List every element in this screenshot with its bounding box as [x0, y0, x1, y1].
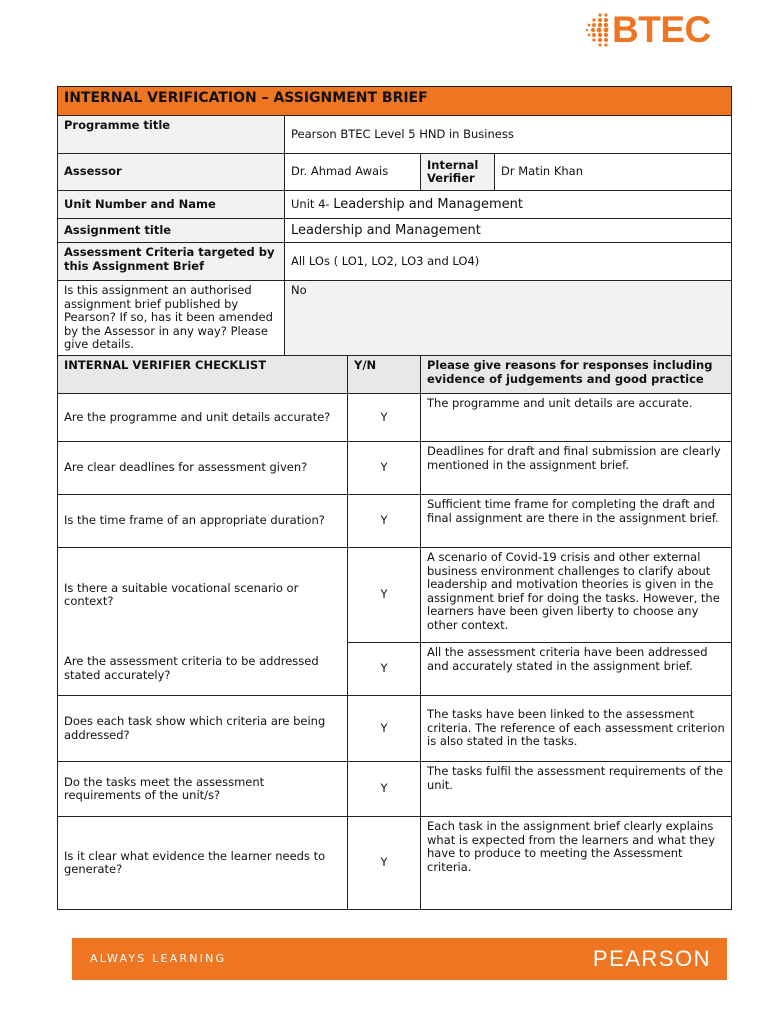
checklist-heading: INTERNAL VERIFIER CHECKLIST — [58, 356, 285, 394]
checklist-reason: The tasks fulfil the assessment requirements of the unit. — [421, 762, 732, 817]
unit-name: Leadership and Management — [333, 196, 523, 212]
table-row — [58, 817, 732, 910]
authorised-brief-question: Is this assignment an authorised assignment brief published by Pearson? If so, has it been amended by the Assessor in any way? Please give details. — [58, 281, 285, 356]
checklist-reason: Each task in the assignment brief clearly explains what is expected from the learners and what they have to produce to meeting the Assessment criteria. — [421, 817, 732, 910]
assessor-label: Assessor — [58, 154, 285, 191]
checklist-answer: Y — [348, 442, 421, 495]
internal-verifier-label: Internal Verifier — [421, 154, 495, 191]
checklist-answer: Y — [348, 817, 421, 910]
table-row — [58, 394, 732, 442]
checklist-answer: Y — [348, 548, 421, 643]
checklist-reason: A scenario of Covid-19 crisis and other external business environment challenges to clarify about leadership and motivation theories is given in the assignment brief for doing the tasks. However, the learners have been given liberty to choose any other context. — [421, 548, 732, 643]
assessment-criteria-label: Assessment Criteria targeted by this Assignment Brief — [58, 243, 285, 281]
table-row — [58, 495, 732, 548]
programme-title-label: Programme title — [58, 116, 285, 154]
checklist-question: Is it clear what evidence the learner needs to generate? — [58, 817, 348, 910]
assignment-title-label: Assignment title — [58, 219, 285, 243]
yn-heading: Y/N — [348, 356, 421, 394]
reasons-heading: Please give reasons for responses including evidence of judgements and good practice — [421, 356, 732, 394]
pearson-logo: PEARSON — [592, 946, 711, 971]
assessor-value: Dr. Ahmad Awais — [285, 154, 421, 191]
assignment-title-value: Leadership and Management — [285, 219, 732, 243]
table-row — [58, 643, 732, 696]
unit-prefix: Unit 4- — [291, 196, 334, 211]
checklist-answer: Y — [348, 696, 421, 762]
always-learning-tagline: ALWAYS LEARNING — [90, 952, 227, 965]
assessment-criteria-value: All LOs ( LO1, LO2, LO3 and LO4) — [285, 243, 732, 281]
checklist-reason: Deadlines for draft and final submission are clearly mentioned in the assignment brief. — [421, 442, 732, 495]
table-row — [58, 548, 732, 643]
checklist-answer: Y — [348, 394, 421, 442]
checklist-reason: Sufficient time frame for completing the draft and final assignment are there in the assignment brief. — [421, 495, 732, 548]
table-row — [58, 762, 732, 817]
checklist-question: Are the assessment criteria to be addressed stated accurately? — [58, 643, 348, 696]
checklist-question: Are the programme and unit details accurate? — [58, 394, 348, 442]
checklist-question: Does each task show which criteria are being addressed? — [58, 696, 348, 762]
assignment-brief-table — [57, 86, 732, 910]
checklist-answer: Y — [348, 643, 421, 696]
checklist-question: Are clear deadlines for assessment given? — [58, 442, 348, 495]
checklist-question: Is the time frame of an appropriate duration? — [58, 495, 348, 548]
table-row — [58, 442, 732, 495]
unit-label: Unit Number and Name — [58, 191, 285, 219]
checklist-reason: The tasks have been linked to the assessment criteria. The reference of each assessment criterion is also stated in the tasks. — [421, 696, 732, 762]
pearson-footer-banner — [72, 938, 727, 980]
table-row — [58, 696, 732, 762]
brief-title: INTERNAL VERIFICATION – ASSIGNMENT BRIEF — [58, 87, 732, 116]
checklist-answer: Y — [348, 495, 421, 548]
checklist-answer: Y — [348, 762, 421, 817]
checklist-reason: The programme and unit details are accurate. — [421, 394, 732, 442]
checklist-reason: All the assessment criteria have been addressed and accurately stated in the assignment brief. — [421, 643, 732, 696]
btec-logo: BTEC — [612, 9, 711, 50]
authorised-brief-answer: No — [285, 281, 732, 356]
btec-logo-dots-icon — [584, 12, 614, 48]
programme-title-value: Pearson BTEC Level 5 HND in Business — [285, 116, 732, 154]
unit-value — [285, 191, 732, 219]
internal-verifier-value: Dr Matin Khan — [495, 154, 732, 191]
checklist-question: Is there a suitable vocational scenario or context? — [58, 548, 348, 643]
checklist-question: Do the tasks meet the assessment requirements of the unit/s? — [58, 762, 348, 817]
